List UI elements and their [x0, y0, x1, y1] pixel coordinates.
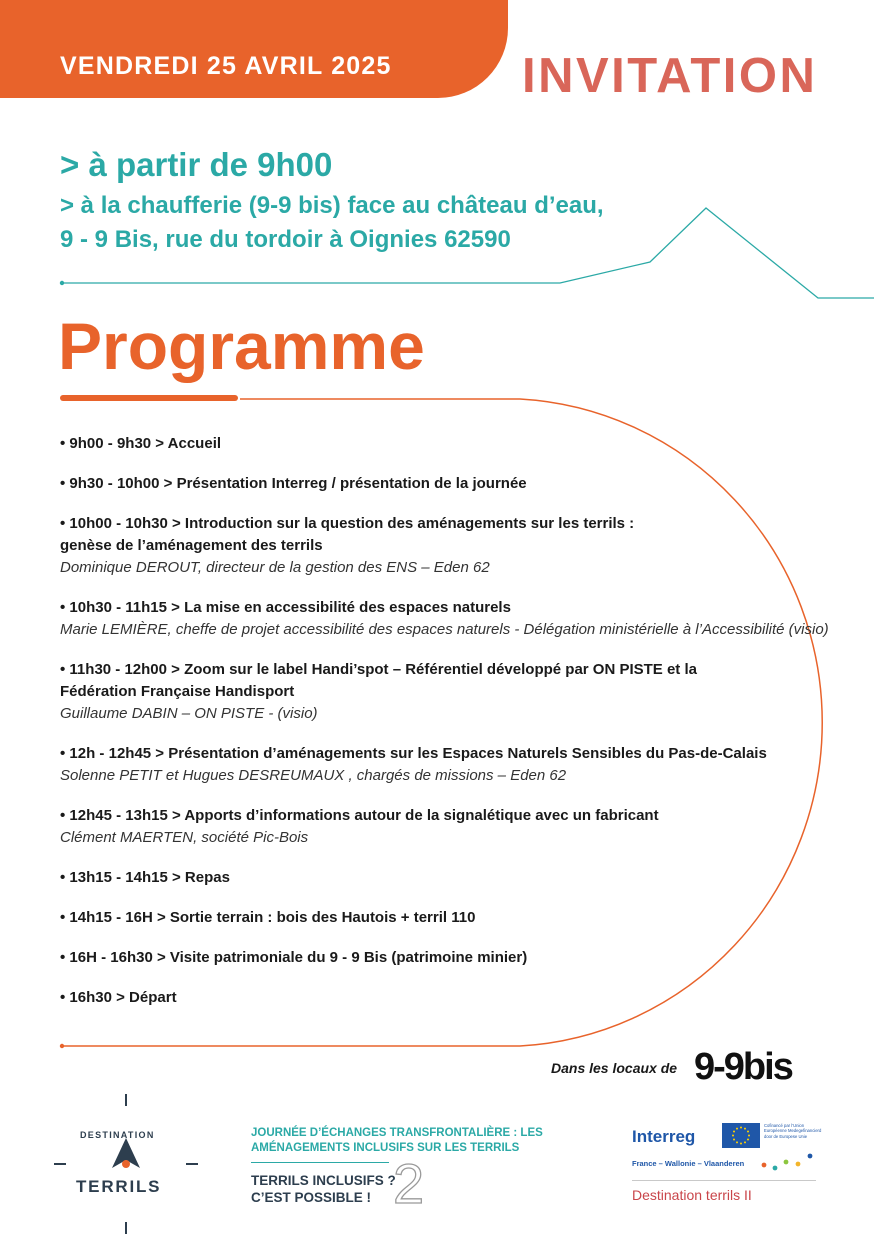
terrils-label: TERRILS	[76, 1177, 162, 1196]
interreg-logo: Interreg	[632, 1127, 696, 1146]
programme-item-main: • 12h - 12h45 > Présentation d’aménagements sur les Espaces Naturels Sensibles du Pas-de-Calais	[60, 745, 767, 762]
invitation-title: INVITATION	[522, 49, 818, 103]
programme-item-main: • 16h30 > Départ	[60, 989, 177, 1006]
programme-item-speaker: Dominique DEROUT, directeur de la gestion des ENS – Eden 62	[60, 559, 490, 576]
programme-item	[60, 867, 830, 889]
programme-item-speaker: Marie LEMIÈRE, cheffe de projet accessibilité des espaces naturels - Délégation ministérielle à l’Accessibilité (visio)	[60, 621, 829, 638]
programme-item-main: • 16H - 16h30 > Visite patrimoniale du 9 - 9 Bis (patrimoine minier)	[60, 949, 528, 966]
programme-item-main: • 14h15 - 16H > Sortie terrain : bois des Hautois + terril 110	[60, 909, 476, 926]
programme-item	[60, 805, 830, 849]
programme-item	[60, 987, 830, 1009]
venue-label: Dans les locaux de	[551, 1060, 678, 1076]
programme-item	[60, 473, 830, 495]
venue-place: > à la chaufferie (9-9 bis) face au château d’eau,	[60, 192, 604, 219]
programme-item-main-continued: Fédération Française Handisport	[60, 683, 295, 700]
event-divider	[251, 1162, 389, 1163]
colored-dots-icon	[760, 1150, 816, 1172]
programme-item	[60, 907, 830, 929]
mountain-line-dot	[60, 281, 64, 285]
program-name: Destination terrils II	[632, 1187, 752, 1203]
programme-item	[60, 659, 830, 725]
programme-item-speaker: Clément MAERTEN, société Pic-Bois	[60, 829, 309, 846]
programme-item	[60, 433, 830, 455]
programme-arc-dot	[60, 1044, 64, 1048]
programme-item	[60, 597, 830, 641]
region-line: France – Wallonie – Vlaanderen	[632, 1159, 745, 1168]
title-underline	[60, 395, 238, 401]
programme-item	[60, 947, 830, 969]
programme-item-speaker: Solenne PETIT et Hugues DESREUMAUX , chargés de missions – Eden 62	[60, 767, 567, 784]
venue-address: 9 - 9 Bis, rue du tordoir à Oignies 62590	[60, 226, 511, 253]
programme-item-main: • 10h30 - 11h15 > La mise en accessibilité des espaces naturels	[60, 599, 511, 616]
edition-number: 2	[393, 1152, 425, 1215]
programme-item-main-continued: genèse de l’aménagement des terrils	[60, 537, 323, 554]
event-title: JOURNÉE D’ÉCHANGES TRANSFRONTALIÈRE : LES AMÉNAGEMENTS INCLUSIFS SUR LES TERRILS	[251, 1127, 543, 1154]
programme-item	[60, 743, 830, 787]
destination-terrils-logo	[52, 1092, 202, 1242]
date-banner	[0, 0, 508, 98]
event-date: VENDREDI 25 AVRIL 2025	[60, 52, 392, 80]
programme-item-main: • 9h00 - 9h30 > Accueil	[60, 435, 222, 452]
cofunded-text: Cofinancé par l’Union Européenne Medegefinancierd door de Europese Unie	[764, 1123, 822, 1139]
interreg-divider	[632, 1180, 816, 1181]
programme-item-main: • 12h45 - 13h15 > Apports d’informations autour de la signalétique avec un fabricant	[60, 807, 659, 824]
event-tagline: TERRILS INCLUSIFS ? C’EST POSSIBLE !	[251, 1173, 396, 1205]
programme-item-main: • 11h30 - 12h00 > Zoom sur le label Handi’spot – Référentiel développé par ON PISTE et la	[60, 661, 697, 678]
programme-list	[60, 433, 830, 1027]
destination-label: DESTINATION	[80, 1130, 155, 1140]
start-time: > à partir de 9h00	[60, 146, 333, 183]
programme-item	[60, 513, 830, 579]
eu-flag-icon	[722, 1123, 760, 1148]
programme-item-main: • 13h15 - 14h15 > Repas	[60, 869, 230, 886]
programme-item-main: • 9h30 - 10h00 > Présentation Interreg / présentation de la journée	[60, 475, 527, 492]
programme-item-speaker: Guillaume DABIN – ON PISTE - (visio)	[60, 705, 318, 722]
programme-item-main: • 10h00 - 10h30 > Introduction sur la question des aménagements sur les terrils :	[60, 515, 635, 532]
venue-logo: 9-9bis	[694, 1046, 792, 1088]
programme-title: Programme	[58, 309, 425, 383]
